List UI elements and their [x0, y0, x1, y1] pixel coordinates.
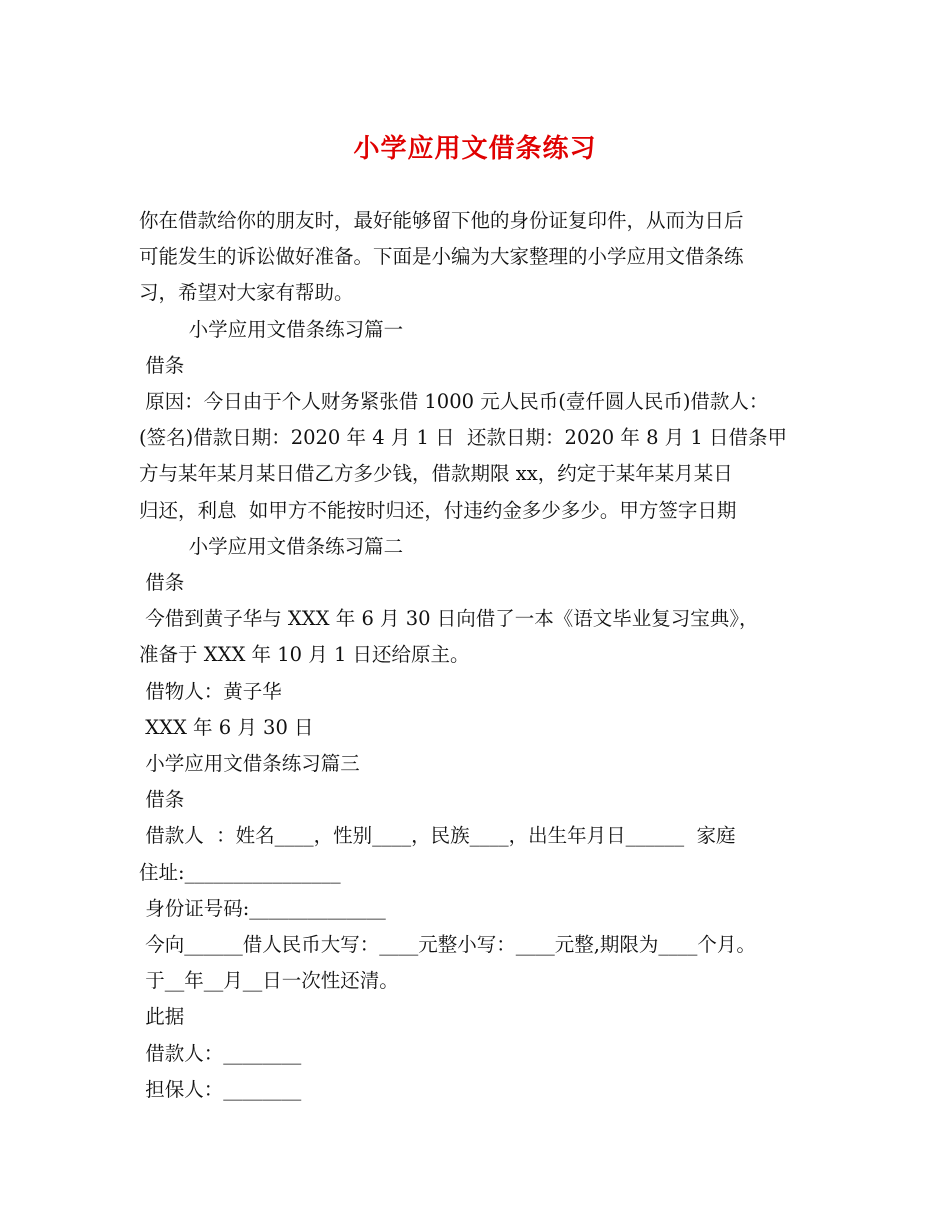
paragraph-line: 可能发生的诉讼做好准备。下面是小编为大家整理的小学应用文借条练	[139, 245, 744, 269]
document-title: 小学应用文借条练习	[353, 134, 597, 164]
section-heading-3: 小学应用文借条练习篇三	[139, 752, 360, 776]
paragraph-line: 今向______借人民币大写：____元整小写：____元整,期限为____个月。	[139, 933, 756, 957]
signature-line: 借款人：________	[139, 1041, 302, 1065]
paragraph-line: (签名)借款日期：2020 年 4 月 1 日 还款日期：2020 年 8 月 1 日借条甲	[139, 426, 787, 450]
paragraph-line: 住址:________________	[139, 860, 341, 884]
paragraph-line: 借物人：黄子华	[139, 679, 282, 703]
section-heading-2: 小学应用文借条练习篇二	[139, 534, 404, 558]
paragraph-line: 原因：今日由于个人财务紧张借 1000 元人民币(壹仟圆人民币)借款人：	[139, 390, 769, 414]
paragraph-line: 于__年__月__日一次性还清。	[139, 969, 399, 993]
paragraph-line: 身份证号码:______________	[139, 896, 386, 920]
note-title: 借条	[139, 788, 185, 812]
note-title: 借条	[139, 571, 185, 595]
paragraph-line: 今借到黄子华与 XXX 年 6 月 30 日向借了一本《语文毕业复习宝典》，	[139, 607, 759, 631]
paragraph-line: 归还，利息 如甲方不能按时归还，付违约金多少多少。甲方签字日期	[139, 498, 737, 522]
document-body	[139, 203, 839, 1108]
paragraph-line: 借款人 ：姓名____，性别____，民族____，出生年月日______ 家庭	[139, 824, 736, 848]
note-title: 借条	[139, 353, 185, 377]
section-heading-1: 小学应用文借条练习篇一	[139, 317, 404, 341]
paragraph-line: 方与某年某月某日借乙方多少钱，借款期限 xx，约定于某年某月某日	[139, 462, 733, 486]
paragraph-line: 此据	[139, 1005, 185, 1029]
signature-line: 担保人：________	[139, 1077, 302, 1101]
paragraph-line: 你在借款给你的朋友时，最好能够留下他的身份证复印件，从而为日后	[139, 209, 744, 232]
paragraph-line: XXX 年 6 月 30 日	[139, 715, 314, 739]
paragraph-line: 习，希望对大家有帮助。	[139, 281, 354, 305]
paragraph-line: 准备于 XXX 年 10 月 1 日还给原主。	[139, 643, 470, 667]
